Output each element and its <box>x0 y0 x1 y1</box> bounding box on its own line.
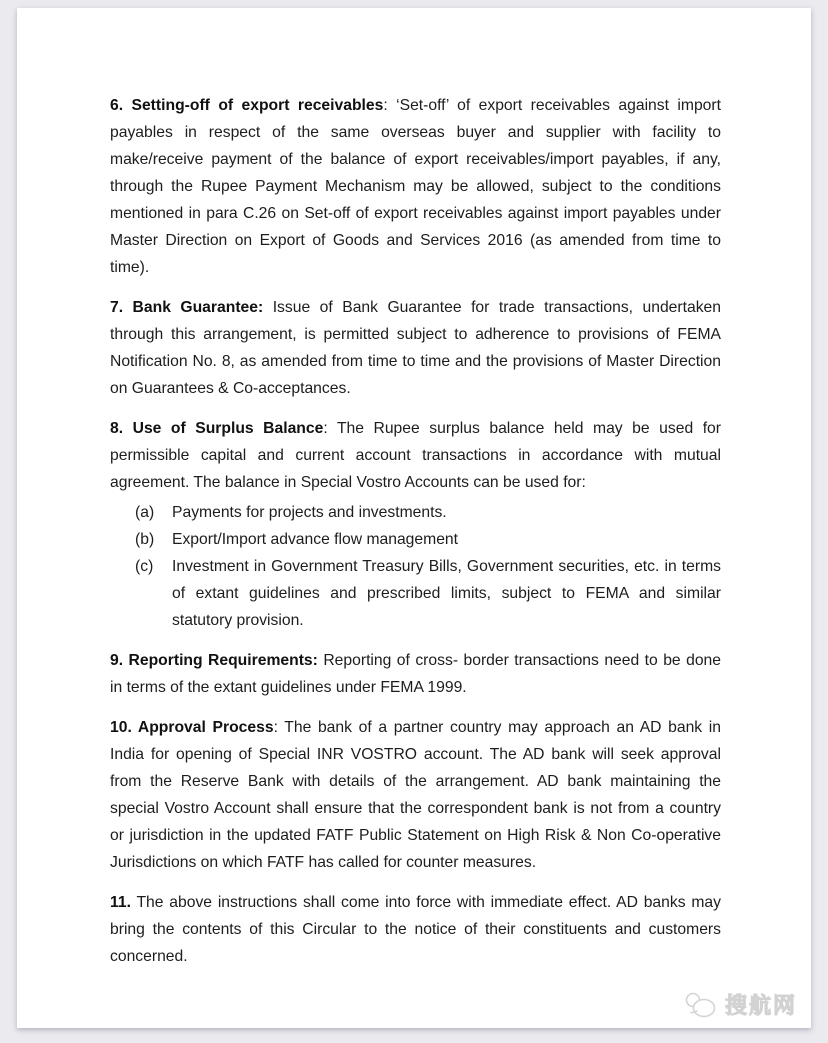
list-item-c <box>110 553 721 634</box>
paragraph-7 <box>110 294 721 402</box>
list-item-c-marker: (c) <box>135 558 154 575</box>
document-page <box>17 8 811 1028</box>
list-item-b-text: Export/Import advance flow management <box>172 531 459 548</box>
paragraph-8-heading: 8. Use of Surplus Balance <box>110 420 324 437</box>
paragraph-7-body: Issue of Bank Guarantee for trade transactions, undertaken through this arrangement, is permitted subject to adherence to provisions of FEMA Notification No. 8, as amended from time to time and the provisions of Master Direction on Guarantees & Co-acceptances. <box>110 299 721 397</box>
paragraph-6-body: : ‘Set-off’ of export receivables against import payables in respect of the same overseas buyer and supplier with facility to make/receive payment of the balance of export receivables/import payables, if any, through the Rupee Payment Mechanism may be allowed, subject to the conditions mentioned in para C.26 on Set-off of export receivables against import payables under Master Direction on Export of Goods and Services 2016 (as amended from time to time). <box>110 97 721 276</box>
paragraph-10-heading: 10. Approval Process <box>110 719 274 736</box>
paragraph-10-body: : The bank of a partner country may approach an AD bank in India for opening of Special INR VOSTRO account. The AD bank will seek approval from the Reserve Bank with details of the arrangement. AD bank maintaining the special Vostro Account shall ensure that the correspondent bank is not from a country or jurisdiction in the updated FATF Public Statement on High Risk & Non Co-operative Jurisdictions on which FATF has called for counter measures. <box>110 719 722 871</box>
paragraph-8 <box>110 415 721 496</box>
watermark <box>684 989 797 1020</box>
surplus-usage-list <box>110 499 721 634</box>
paragraph-9-heading: 9. Reporting Requirements: <box>110 652 318 669</box>
list-item-a-text: Payments for projects and investments. <box>172 504 447 521</box>
paragraph-11-body: The above instructions shall come into force with immediate effect. AD banks may bring the contents of this Circular to the notice of their constituents and customers concerned. <box>110 894 721 965</box>
paragraph-6 <box>110 92 721 281</box>
list-item-c-text: Investment in Government Treasury Bills, Government securities, etc. in terms of extant guidelines and prescribed limits, subject to FEMA and similar statutory provision. <box>172 558 721 629</box>
list-item-a-marker: (a) <box>135 504 155 521</box>
watermark-text: 搜航网 <box>724 993 797 1018</box>
souhang-logo-icon <box>684 990 718 1020</box>
paragraph-7-heading: 7. Bank Guarantee: <box>110 299 264 316</box>
paragraph-11 <box>110 889 721 970</box>
list-item-b <box>110 526 721 553</box>
paragraph-8-body: : The Rupee surplus balance held may be used for permissible capital and current account transactions in accordance with mutual agreement. The balance in Special Vostro Accounts can be used for: <box>110 420 722 491</box>
paragraph-9-body: Reporting of cross- border transactions need to be done in terms of the extant guidelines under FEMA 1999. <box>110 652 721 696</box>
list-item-b-marker: (b) <box>135 531 155 548</box>
paragraph-11-heading: 11. <box>110 894 131 911</box>
document-content <box>110 92 721 983</box>
paragraph-6-heading: 6. Setting-off of export receivables <box>110 97 384 114</box>
list-item-a <box>110 499 721 526</box>
paragraph-9 <box>110 647 721 701</box>
paragraph-10 <box>110 714 721 876</box>
